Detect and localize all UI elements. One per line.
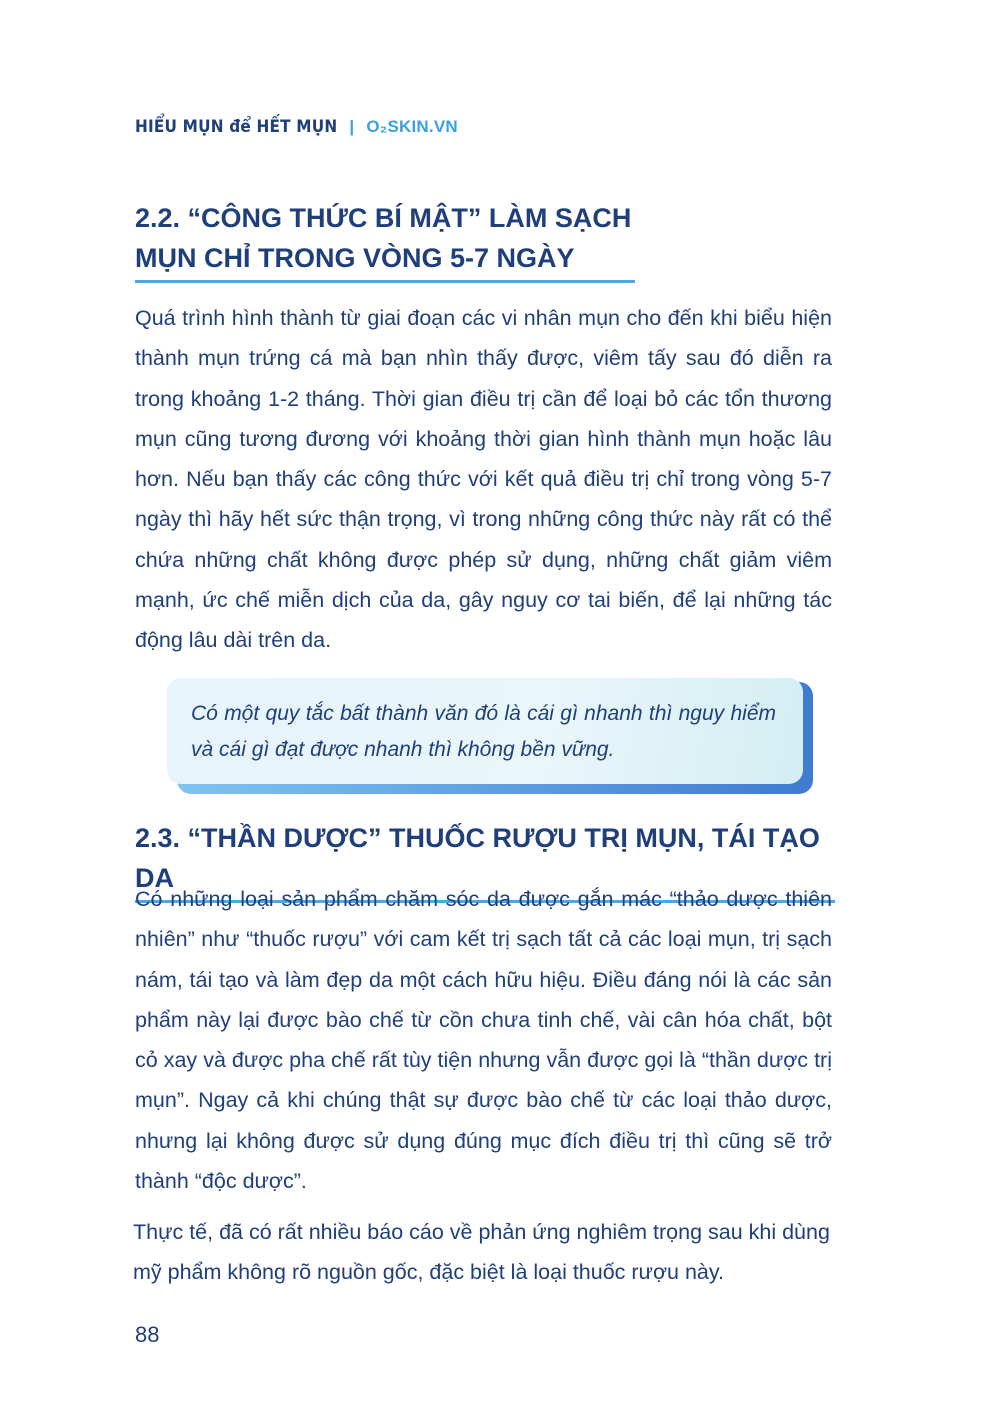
running-header xyxy=(135,117,458,137)
heading-line-2: MỤN CHỈ TRONG VÒNG 5-7 NGÀY xyxy=(135,243,575,273)
book-title: HIỂU MỤN để HẾT MỤN xyxy=(135,117,338,137)
section-2-3-paragraph-2: Thực tế, đã có rất nhiều báo cáo về phản ứng nghiêm trọng sau khi dùng mỹ phẩm không rõ nguồn gốc, đặc biệt là loại thuốc rượu này. xyxy=(133,1220,830,1285)
heading-underline xyxy=(135,280,635,283)
section-2-2-paragraph: Quá trình hình thành từ giai đoạn các vi nhân mụn cho đến khi biểu hiện thành mụn trứng cá mà bạn nhìn thấy được, viêm tấy sau đó diễn ra trong khoảng 1-2 tháng. Thời gian điều trị cần để loại bỏ các tổn thương mụn cũng tương đương với khoảng thời gian hình thành mụn hoặc lâu hơn. Nếu bạn thấy các công thức với kết quả điều trị chỉ trong vòng 5-7 ngày thì hãy hết sức thận trọng, vì trong những công thức này rất có thể chứa những chất không được phép sử dụng, những chất giảm viêm mạnh, ức chế miễn dịch của da, gây nguy cơ tai biến, để lại những tác động lâu dài trên da. xyxy=(135,306,832,653)
callout-text: Có một quy tắc bất thành văn đó là cái gì nhanh thì nguy hiểm và cái gì đạt được nhanh thì không bền vững. xyxy=(191,702,776,761)
section-2-3-paragraph-1: Có những loại sản phẩm chăm sóc da được gắn mác “thảo dược thiên nhiên” như “thuốc rượu” với cam kết trị sạch tất cả các loại mụn, trị sạch nám, tái tạo và làm đẹp da một cách hữu hiệu. Điều đáng nói là các sản phẩm này lại được bào chế từ cồn chưa tinh chế, vài cân hóa chất, bột cỏ xay và được pha chế rất tùy tiện nhưng vẫn được gọi là “thần dược trị mụn”. Ngay cả khi chúng thật sự được bào chế từ các loại thảo dược, nhưng lại không được sử dụng đúng mục đích điều trị thì cũng sẽ trở thành “độc dược”. xyxy=(135,887,832,1194)
heading-line-1: 2.2. “CÔNG THỨC BÍ MẬT” LÀM SẠCH xyxy=(135,203,632,233)
quote-callout xyxy=(167,678,813,794)
section-2-2-heading xyxy=(135,198,635,283)
heading-text: 2.3. “THẦN DƯỢC” THUỐC RƯỢU TRỊ MỤN, TÁI TẠO DA xyxy=(135,823,820,893)
page-number: 88 xyxy=(135,1322,160,1347)
site-name: O₂SKIN.VN xyxy=(366,117,458,136)
header-separator: | xyxy=(349,117,355,136)
